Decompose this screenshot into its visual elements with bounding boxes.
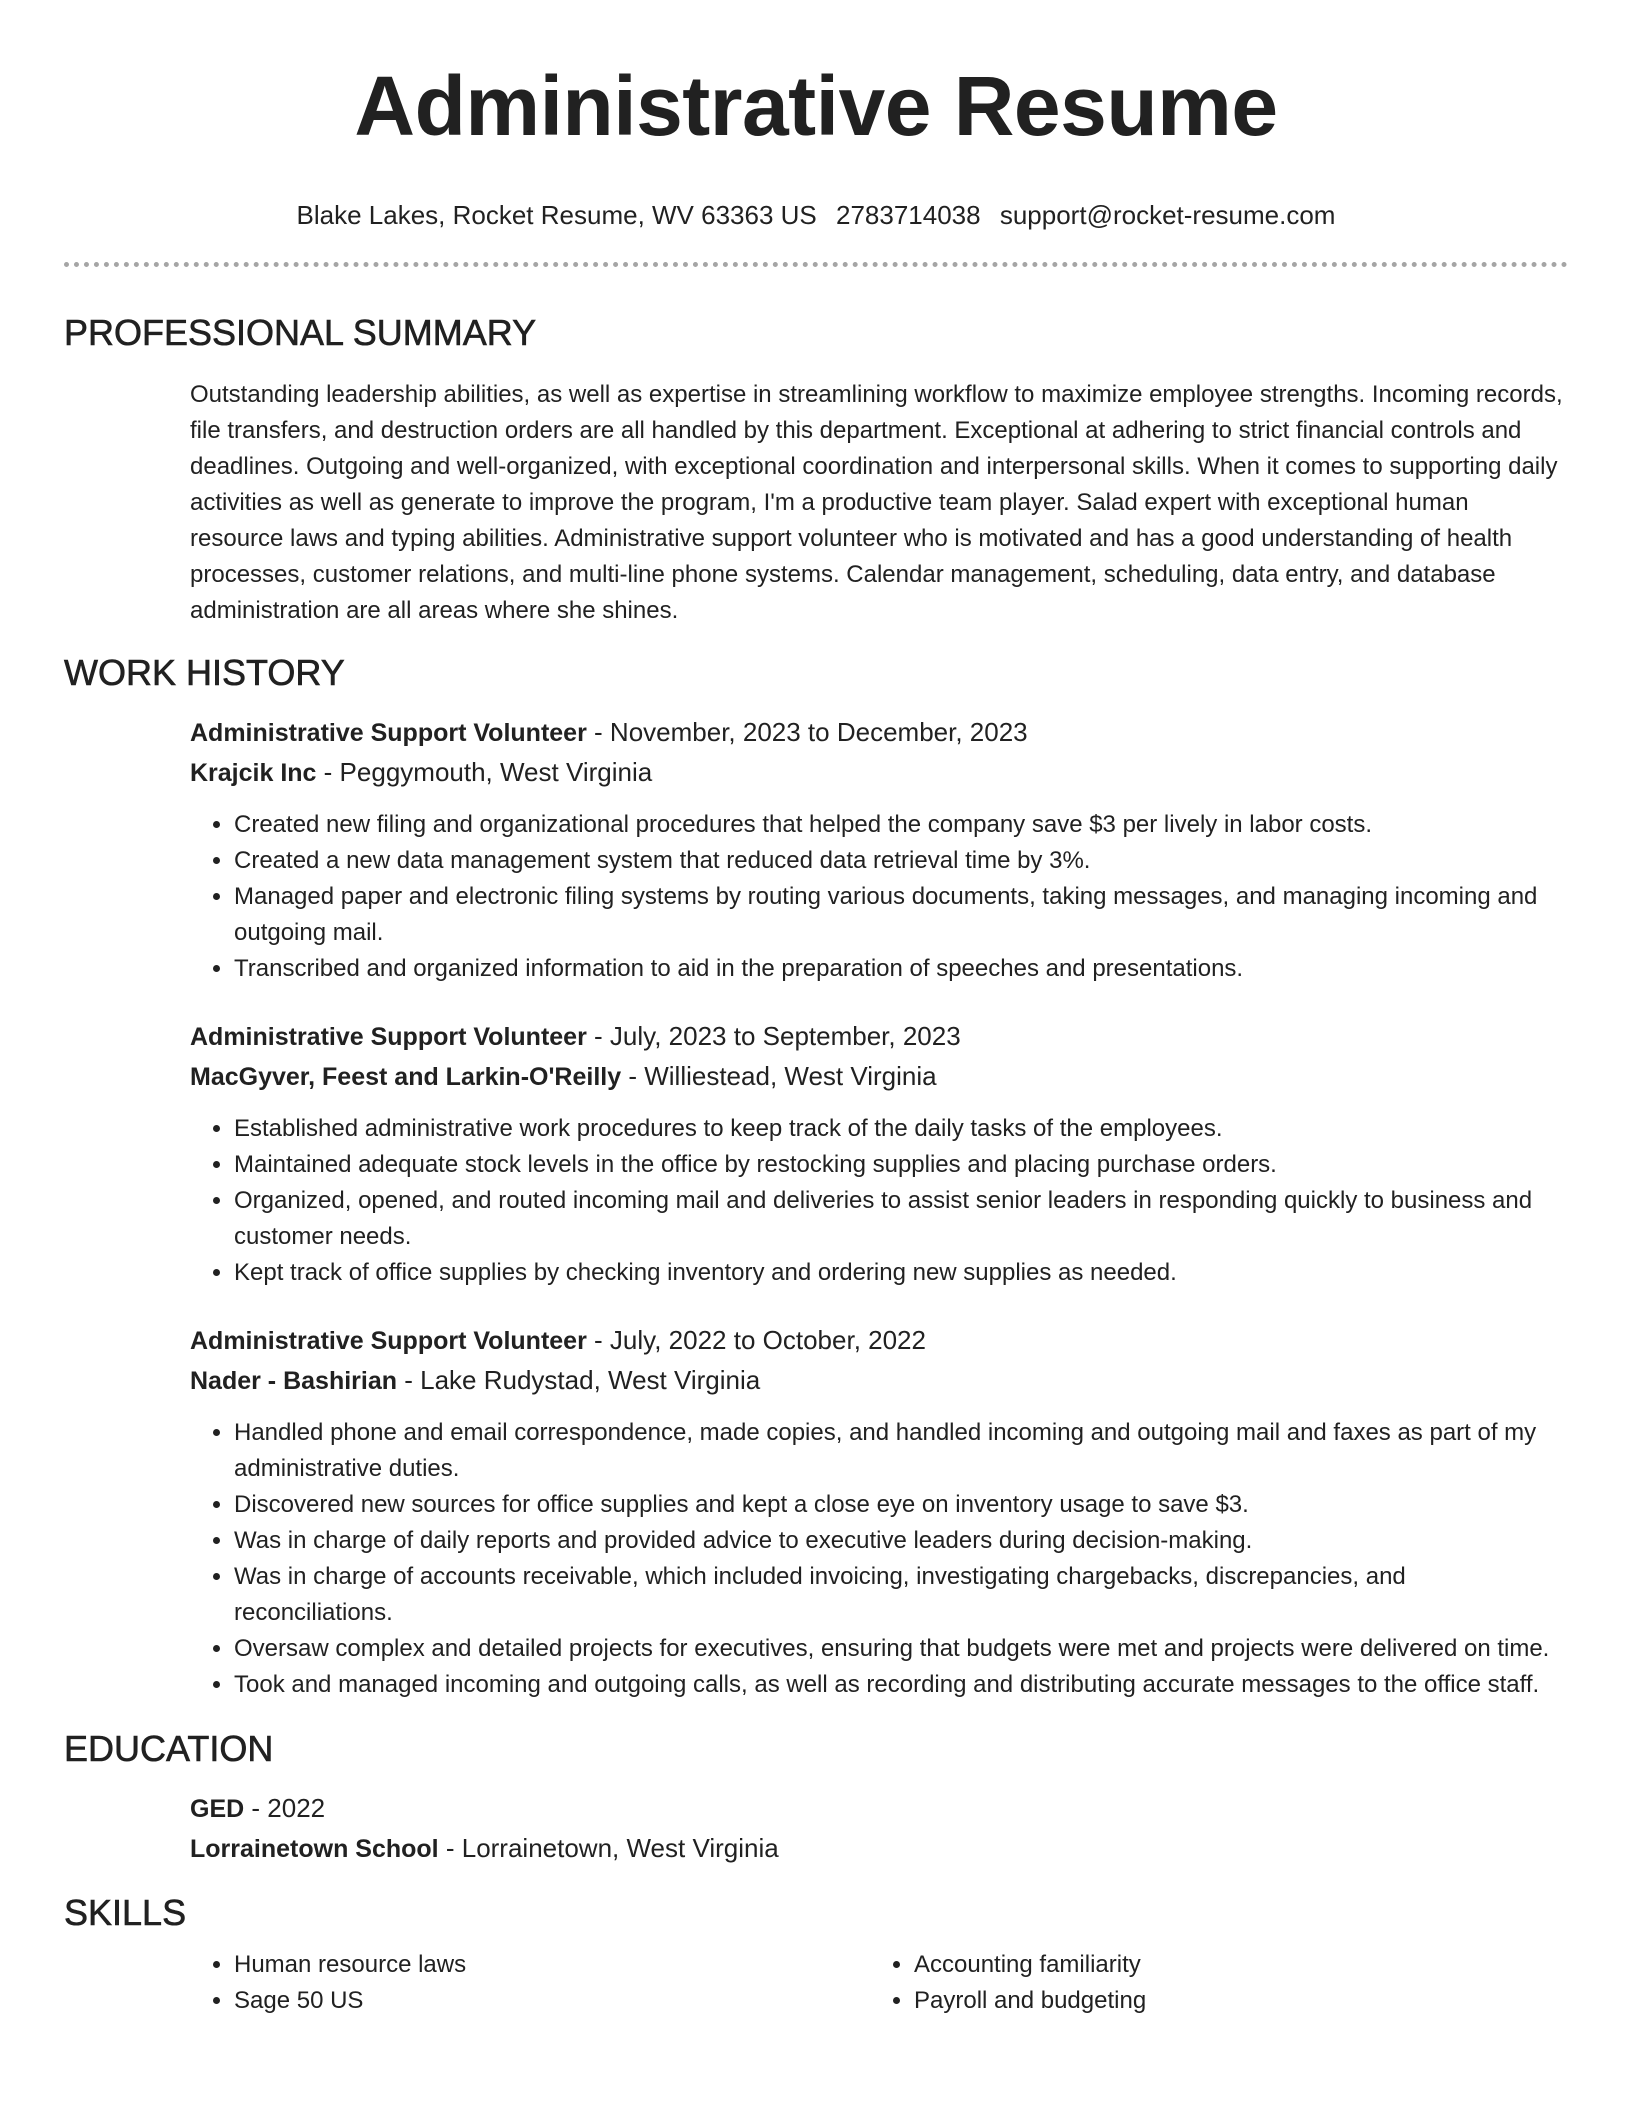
job-title-line	[190, 1321, 1568, 1361]
job-title-line	[190, 1017, 1568, 1057]
job-title: Administrative Support Volunteer	[190, 1327, 587, 1355]
job-dates: - July, 2023 to September, 2023	[586, 1021, 961, 1051]
education-degree-line	[190, 1789, 1568, 1829]
skills-heading: SKILLS	[64, 1892, 187, 1933]
skills-column-left	[190, 1947, 870, 2019]
summary-text: Outstanding leadership abilities, as well as expertise in streamlining workflow to maximize employee strengths. Incoming records, file transfers, and destruction orders are all handled by this department. Exceptional at adhering to strict financial controls and deadlines. Outgoing and well-organized, with exceptional coordination and interpersonal skills. When it comes to supporting daily activities as well as generate to improve the program, I'm a productive team player. Salad expert with exceptional human resource laws and typing abilities. Administrative support volunteer who is motivated and has a good understanding of health processes, customer relations, and multi-line phone systems. Calendar management, scheduling, data entry, and database administration are all areas where she shines.	[190, 381, 1563, 624]
list-item: • Created a new data management system that reduced data retrieval time by 3%.	[234, 843, 1568, 879]
job-dates: - November, 2023 to December, 2023	[586, 717, 1028, 747]
header-divider	[64, 262, 1568, 267]
job-location: - Williestead, West Virginia	[621, 1061, 937, 1091]
education-year: - 2022	[244, 1793, 326, 1823]
job-entry	[190, 1321, 1568, 1703]
job-title: Administrative Support Volunteer	[190, 1023, 587, 1051]
list-item: • Discovered new sources for office supplies and kept a close eye on inventory usage to save $3.	[234, 1487, 1568, 1523]
list-item: • Established administrative work procedures to keep track of the daily tasks of the employees.	[234, 1111, 1568, 1147]
list-item: • Managed paper and electronic filing systems by routing various documents, taking messages, and managing incoming and outgoing mail.	[234, 879, 1568, 951]
list-item: • Oversaw complex and detailed projects for executives, ensuring that budgets were met and projects were delivered on time.	[234, 1631, 1568, 1667]
job-entry	[190, 713, 1568, 987]
education-degree: GED	[190, 1795, 245, 1823]
job-company-line	[190, 1057, 1568, 1097]
work-history-heading: WORK HISTORY	[64, 652, 345, 693]
contact-phone: 2783714038	[836, 200, 981, 230]
job-entry	[190, 1017, 1568, 1291]
education-school: Lorrainetown School	[190, 1835, 439, 1863]
list-item: • Maintained adequate stock levels in the office by restocking supplies and placing purchase orders.	[234, 1147, 1568, 1183]
list-item: • Handled phone and email correspondence, made copies, and handled incoming and outgoing mail and faxes as part of my administrative duties.	[234, 1415, 1568, 1487]
skill-item: • Accounting familiarity	[914, 1947, 1550, 1983]
list-item: • Took and managed incoming and outgoing calls, as well as recording and distributing accurate messages to the office staff.	[234, 1667, 1568, 1703]
job-bullets	[190, 807, 1568, 987]
job-company-line	[190, 753, 1568, 793]
education-school-line	[190, 1829, 1568, 1869]
job-company: MacGyver, Feest and Larkin-O'Reilly	[190, 1063, 622, 1091]
education-entry	[190, 1789, 1568, 1869]
list-item: • Created new filing and organizational procedures that helped the company save $3 per lively in labor costs.	[234, 807, 1568, 843]
summary-heading: PROFESSIONAL SUMMARY	[64, 312, 537, 353]
job-location: - Lake Rudystad, West Virginia	[397, 1365, 761, 1395]
list-item: • Organized, opened, and routed incoming mail and deliveries to assist senior leaders in responding quickly to business and customer needs.	[234, 1183, 1568, 1255]
contact-email: support@rocket-resume.com	[999, 200, 1336, 230]
list-item: • Kept track of office supplies by checking inventory and ordering new supplies as needed.	[234, 1255, 1568, 1291]
list-item: • Was in charge of daily reports and provided advice to executive leaders during decision-making.	[234, 1523, 1568, 1559]
list-item: • Transcribed and organized information to aid in the preparation of speeches and presentations.	[234, 951, 1568, 987]
skill-item: • Sage 50 US	[234, 1983, 870, 2019]
job-bullets	[190, 1111, 1568, 1291]
skill-item: • Payroll and budgeting	[914, 1983, 1550, 2019]
job-title-line	[190, 713, 1568, 753]
job-company: Krajcik Inc	[190, 759, 317, 787]
skills-column-right	[870, 1947, 1550, 2019]
job-dates: - July, 2022 to October, 2022	[586, 1325, 926, 1355]
job-location: - Peggymouth, West Virginia	[316, 757, 653, 787]
job-company-line	[190, 1361, 1568, 1401]
resume-title: Administrative Resume	[354, 59, 1278, 153]
skills-grid	[190, 1947, 1568, 2019]
contact-line	[64, 198, 1568, 232]
list-item: • Was in charge of accounts receivable, which included invoicing, investigating chargebacks, discrepancies, and reconciliations.	[234, 1559, 1568, 1631]
skill-item: • Human resource laws	[234, 1947, 870, 1983]
job-bullets	[190, 1415, 1568, 1703]
education-heading: EDUCATION	[64, 1728, 274, 1769]
job-company: Nader - Bashirian	[190, 1367, 398, 1395]
contact-address: Blake Lakes, Rocket Resume, WV 63363 US	[296, 200, 817, 230]
job-title: Administrative Support Volunteer	[190, 719, 587, 747]
education-location: - Lorrainetown, West Virginia	[438, 1833, 779, 1863]
